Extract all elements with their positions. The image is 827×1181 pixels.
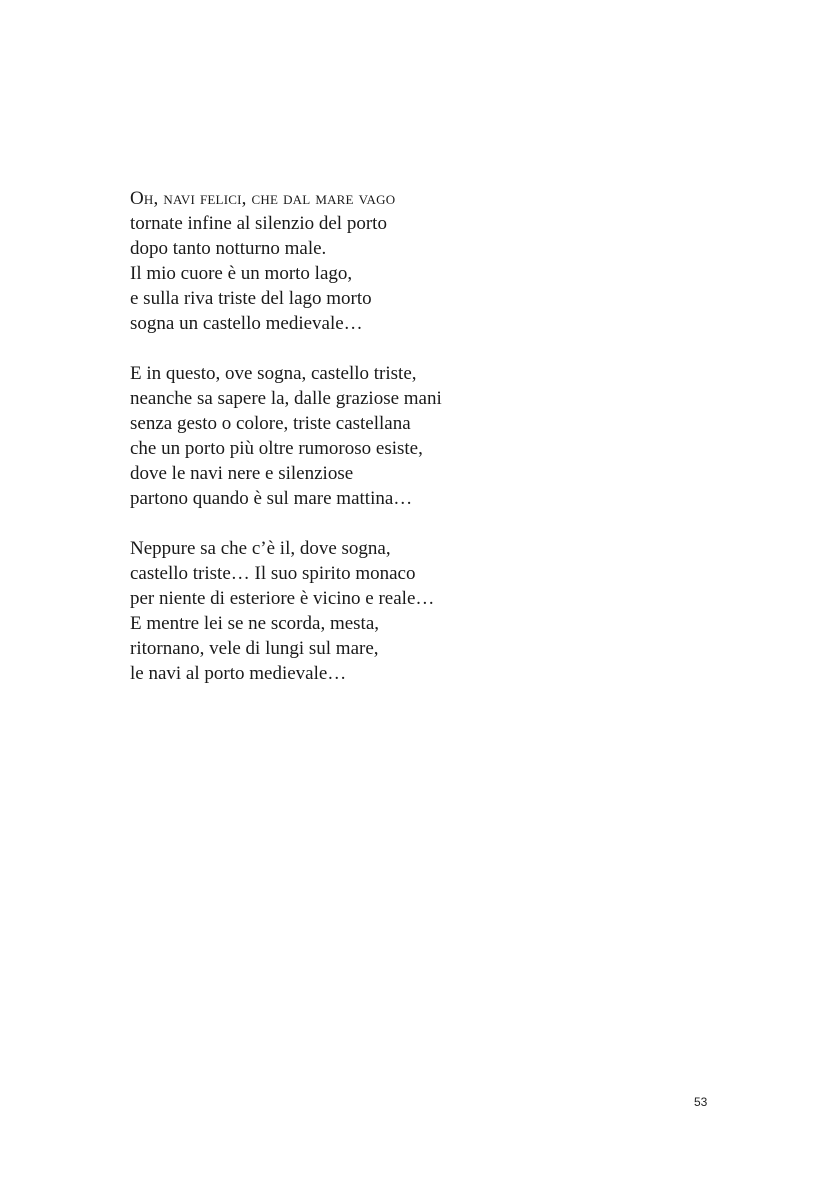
poem-line: e sulla riva triste del lago morto (130, 288, 372, 309)
poem-line: le navi al porto medievale… (130, 663, 347, 684)
poem-line: Neppure sa che c’è il, dove sogna, (130, 538, 391, 559)
poem-line: tornate infine al silenzio del porto (130, 213, 387, 234)
poem-line: Oh, navi felici, che dal mare vago (130, 188, 396, 209)
poem-line: per niente di esteriore è vicino e reale… (130, 588, 435, 609)
poem-line: neanche sa sapere la, dalle graziose mani (130, 388, 442, 409)
stanza-2 (130, 361, 690, 511)
page-number: 53 (694, 1095, 708, 1109)
poem-line: partono quando è sul mare mattina… (130, 488, 413, 509)
poem-line: sogna un castello medievale… (130, 313, 363, 334)
poem-line: castello triste… Il suo spirito monaco (130, 563, 416, 584)
poem-line: dove le navi nere e silenziose (130, 463, 354, 484)
poem-line: Il mio cuore è un morto lago, (130, 263, 353, 284)
poem-line: E mentre lei se ne scorda, mesta, (130, 613, 380, 634)
poem-line: senza gesto o colore, triste castellana (130, 413, 411, 434)
poem-line: ritornano, vele di lungi sul mare, (130, 638, 379, 659)
poem-line: dopo tanto notturno male. (130, 238, 327, 259)
stanza-1 (130, 186, 690, 336)
stanza-3 (130, 536, 690, 686)
poem (130, 186, 690, 711)
poem-line: che un porto più oltre rumoroso esiste, (130, 438, 423, 459)
poem-line: E in questo, ove sogna, castello triste, (130, 363, 417, 384)
